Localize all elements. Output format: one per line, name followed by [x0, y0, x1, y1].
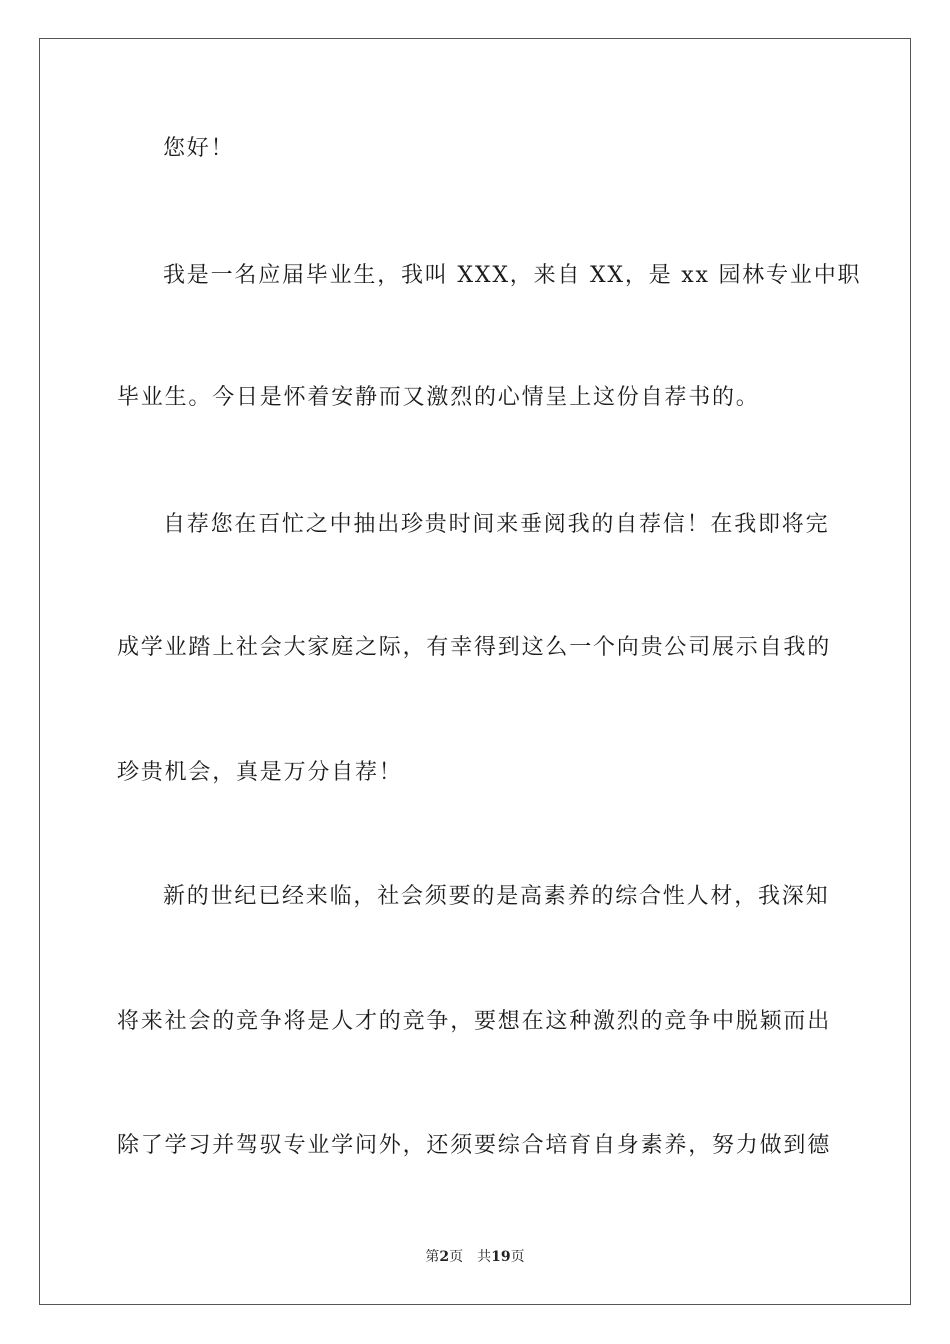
paragraph-2-line-1: 自荐您在百忙之中抽出珍贵时间来垂阅我的自荐信！在我即将完 [163, 512, 830, 537]
paragraph-3-line-3: 除了学习并驾驭专业学问外，还须要综合培育自身素养，努力做到德 [117, 1133, 832, 1158]
paragraph-3-line-2: 将来社会的竞争将是人才的竞争，要想在这种激烈的竞争中脱颖而出 [117, 1009, 832, 1034]
page-indicator: 第2页 [425, 1249, 464, 1265]
greeting-line: 您好！ [163, 136, 235, 161]
paragraph-1-line-2: 毕业生。今日是怀着安静而又激烈的心情呈上这份自荐书的。 [117, 385, 760, 410]
paragraph-2-line-2: 成学业踏上社会大家庭之际，有幸得到这么一个向贵公司展示自我的 [117, 635, 832, 660]
paragraph-2-line-3: 珍贵机会，真是万分自荐！ [117, 760, 403, 785]
paragraph-3-line-1: 新的世纪已经来临，社会须要的是高素养的综合性人材，我深知 [163, 884, 830, 909]
page-border [39, 38, 911, 1305]
total-pages-indicator: 共19页 [477, 1249, 525, 1265]
paragraph-1-line-1: 我是一名应届毕业生，我叫 XXX，来自 XX，是 xx 园林专业中职 [163, 263, 862, 288]
page-footer [0, 1247, 950, 1267]
